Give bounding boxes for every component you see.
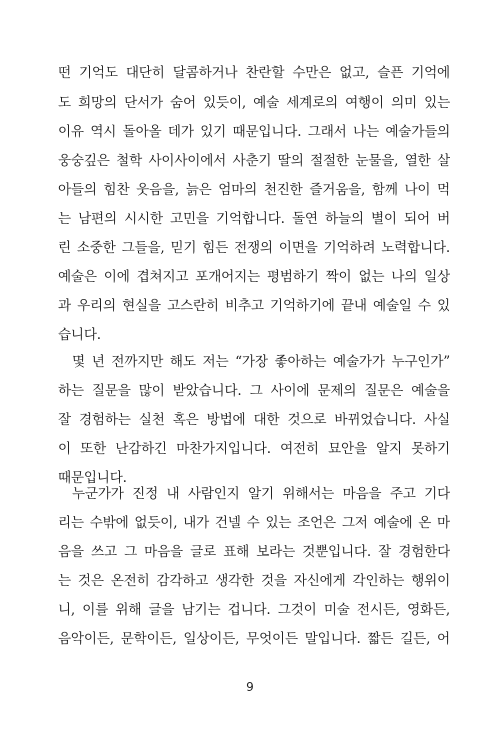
text-line: 도 희망의 단서가 숨어 있듯이, 예술 세계로의 여행이 의미 있는	[58, 95, 450, 111]
text-line: 하는 질문을 많이 받았습니다. 그 사이에 문제의 질문은 예술을	[58, 383, 450, 399]
text-line: 잘 경험하는 실천 혹은 방법에 대한 것으로 바뀌었습니다. 사실	[58, 412, 450, 428]
text-line: 린 소중한 그들을, 믿기 힘든 전쟁의 이면을 기억하려 노력합니다.	[58, 240, 450, 256]
page-number: 9	[246, 680, 254, 694]
text-line: 는 것은 온전히 감각하고 생각한 것을 자신에게 각인하는 행위이	[58, 573, 450, 589]
text-line: 아들의 힘찬 웃음을, 늙은 엄마의 천진한 즐거움을, 함께 나이 먹	[58, 182, 450, 198]
text-line: 리는 수밖에 없듯이, 내가 건넬 수 있는 조언은 그저 예술에 온 마	[58, 515, 450, 531]
text-line: 이유 역시 돌아올 데가 있기 때문입니다. 그래서 나는 예술가들의	[58, 124, 450, 140]
text-line: 음을 쓰고 그 마음을 글로 표해 보라는 것뿐입니다. 잘 경험한다	[58, 544, 450, 560]
text-line: 는 남편의 시시한 고민을 기억합니다. 돌연 하늘의 별이 되어 버	[58, 211, 450, 227]
text-line: 니, 이를 위해 글을 남기는 겁니다. 그것이 미술 전시든, 영화든,	[58, 602, 450, 618]
text-line: 이 또한 난감하긴 마찬가지입니다. 여전히 묘안을 알지 못하기	[58, 441, 450, 457]
text-line: 과 우리의 현실을 고스란히 비추고 기억하기에 끝내 예술일 수 있	[58, 298, 450, 314]
text-line: 떤 기억도 대단히 달콤하거나 찬란할 수만은 없고, 슬픈 기억에	[58, 65, 450, 81]
text-line: 때문입니다.	[58, 470, 127, 486]
text-line: 예술은 이에 겹쳐지고 포개어지는 평범하기 짝이 없는 나의 일상	[58, 269, 450, 285]
text-line: 습니다.	[58, 327, 101, 343]
text-line: 누군가가 진정 내 사람인지 알기 위해서는 마음을 주고 기다	[72, 486, 450, 502]
text-line: 음악이든, 문학이든, 일상이든, 무엇이든 말입니다. 짧든 길든, 어	[58, 631, 450, 647]
text-line: 몇 년 전까지만 해도 저는 “가장 좋아하는 예술가가 누구인가”	[72, 354, 450, 370]
text-line: 웅숭깊은 철학 사이사이에서 사춘기 딸의 절절한 눈물을, 열한 살	[58, 153, 450, 169]
